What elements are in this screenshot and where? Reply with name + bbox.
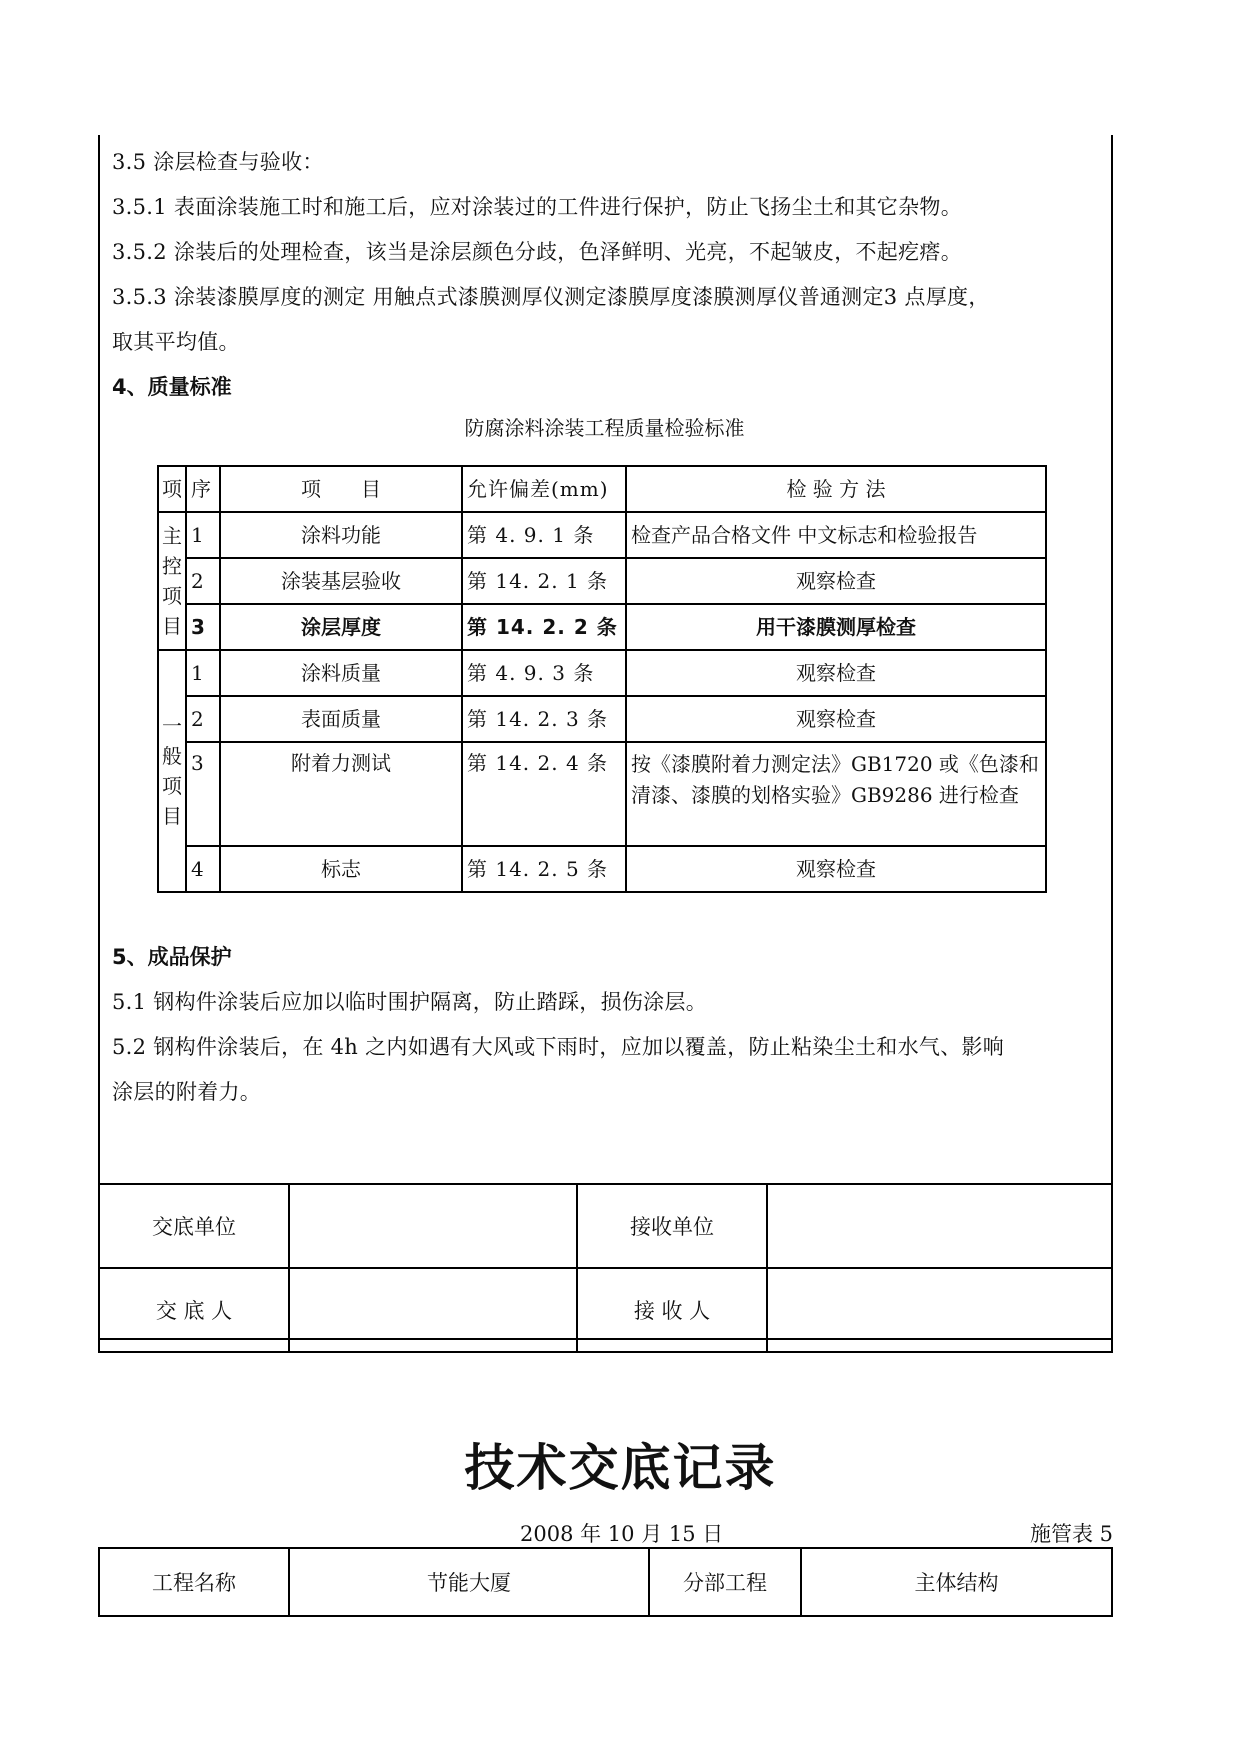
row-method: 用干漆膜测厚检查 bbox=[626, 604, 1046, 650]
paragraph-3-5-3: 3.5.3 涂装漆膜厚度的测定 用触点式漆膜测厚仪测定漆膜厚度漆膜测厚仪普通测定3 点厚度， bbox=[112, 285, 990, 309]
paragraph-5-1: 5.1 钢构件涂装后应加以临时围护隔离，防止踏踩，损伤涂层。 bbox=[112, 990, 708, 1014]
section-5 bbox=[112, 935, 1107, 1115]
row-deviation: 第 4. 9. 1 条 bbox=[462, 512, 626, 558]
paragraph-5-2: 5.2 钢构件涂装后，在 4h 之内如遇有大风或下雨时，应加以覆盖，防止粘染尘土和水气、影响 bbox=[112, 1035, 1005, 1059]
section-5-heading: 5、成品保护 bbox=[112, 945, 232, 969]
row-item: 涂层厚度 bbox=[220, 604, 462, 650]
table-row bbox=[158, 846, 1046, 892]
handover-person-label: 交 底 人 bbox=[99, 1268, 289, 1352]
row-deviation: 第 14. 2. 1 条 bbox=[462, 558, 626, 604]
row-item: 涂料功能 bbox=[220, 512, 462, 558]
general-group-label: 一般项目 bbox=[158, 650, 186, 892]
section-3-5-heading: 3.5 涂层检查与验收： bbox=[112, 150, 324, 174]
record-body bbox=[112, 140, 1107, 446]
paragraph-5-2-cont: 涂层的附着力。 bbox=[112, 1080, 262, 1104]
row-method: 观察检查 bbox=[626, 650, 1046, 696]
section-4-heading: 4、质量标准 bbox=[112, 375, 232, 399]
header-item: 项 目 bbox=[220, 466, 462, 512]
handover-unit-label: 交底单位 bbox=[99, 1184, 289, 1268]
row-method: 按《漆膜附着力测定法》GB1720 或《色漆和清漆、漆膜的划格实验》GB9286 进行检查 bbox=[626, 742, 1046, 846]
project-info-row bbox=[99, 1548, 1112, 1616]
row-deviation: 第 14. 2. 4 条 bbox=[462, 742, 626, 846]
page-title: 技术交底记录 bbox=[464, 1439, 777, 1497]
row-method: 观察检查 bbox=[626, 696, 1046, 742]
paragraph-3-5-3-cont: 取其平均值。 bbox=[112, 330, 240, 354]
division-value: 主体结构 bbox=[801, 1548, 1112, 1616]
row-method: 观察检查 bbox=[626, 558, 1046, 604]
receiving-person-field[interactable] bbox=[767, 1268, 1112, 1352]
receiving-unit-field[interactable] bbox=[767, 1184, 1112, 1268]
table-caption: 防腐涂料涂装工程质量检验标准 bbox=[464, 416, 745, 440]
record-date: 2008 年 10 月 15 日 bbox=[520, 1522, 724, 1546]
row-item: 涂装基层验收 bbox=[220, 558, 462, 604]
header-deviation: 允许偏差(mm) bbox=[462, 466, 626, 512]
row-deviation: 第 14. 2. 3 条 bbox=[462, 696, 626, 742]
row-num: 3 bbox=[186, 604, 220, 650]
row-deviation: 第 14. 2. 2 条 bbox=[462, 604, 626, 650]
header-num: 序 bbox=[186, 466, 220, 512]
row-num: 2 bbox=[186, 558, 220, 604]
header-group: 项 bbox=[158, 466, 186, 512]
row-item: 涂料质量 bbox=[220, 650, 462, 696]
row-num: 2 bbox=[186, 696, 220, 742]
table-row bbox=[158, 512, 1046, 558]
row-method: 检查产品合格文件 中文标志和检验报告 bbox=[626, 512, 1046, 558]
table-row bbox=[158, 604, 1046, 650]
row-num: 3 bbox=[186, 742, 220, 846]
table-row bbox=[158, 650, 1046, 696]
table-row bbox=[158, 558, 1046, 604]
form-number: 施管表 5 bbox=[1029, 1522, 1113, 1546]
signature-table bbox=[98, 1183, 1113, 1353]
project-name-value: 节能大厦 bbox=[289, 1548, 649, 1616]
row-num: 1 bbox=[186, 650, 220, 696]
receiving-person-label: 接 收 人 bbox=[577, 1268, 767, 1352]
row-item: 附着力测试 bbox=[220, 742, 462, 846]
table-row bbox=[158, 696, 1046, 742]
project-name-label: 工程名称 bbox=[99, 1548, 289, 1616]
signature-row bbox=[99, 1268, 1112, 1352]
handover-person-field[interactable] bbox=[289, 1268, 577, 1352]
main-group-label: 主控项目 bbox=[158, 512, 186, 650]
row-method: 观察检查 bbox=[626, 846, 1046, 892]
table-header-row bbox=[158, 466, 1046, 512]
header-method: 检 验 方 法 bbox=[626, 466, 1046, 512]
row-deviation: 第 4. 9. 3 条 bbox=[462, 650, 626, 696]
row-item: 标志 bbox=[220, 846, 462, 892]
project-info-table bbox=[98, 1547, 1113, 1617]
receiving-unit-label: 接收单位 bbox=[577, 1184, 767, 1268]
table-row bbox=[158, 742, 1046, 846]
signature-row bbox=[99, 1184, 1112, 1268]
row-num: 1 bbox=[186, 512, 220, 558]
row-item: 表面质量 bbox=[220, 696, 462, 742]
paragraph-3-5-2: 3.5.2 涂装后的处理检查，该当是涂层颜色分歧，色泽鲜明、光亮，不起皱皮，不起疙瘩。 bbox=[112, 240, 963, 264]
handover-unit-field[interactable] bbox=[289, 1184, 577, 1268]
quality-standard-table bbox=[157, 465, 1047, 893]
paragraph-3-5-1: 3.5.1 表面涂装施工时和施工后，应对涂装过的工件进行保护，防止飞扬尘土和其它杂物。 bbox=[112, 195, 963, 219]
row-deviation: 第 14. 2. 5 条 bbox=[462, 846, 626, 892]
division-label: 分部工程 bbox=[649, 1548, 801, 1616]
row-num: 4 bbox=[186, 846, 220, 892]
